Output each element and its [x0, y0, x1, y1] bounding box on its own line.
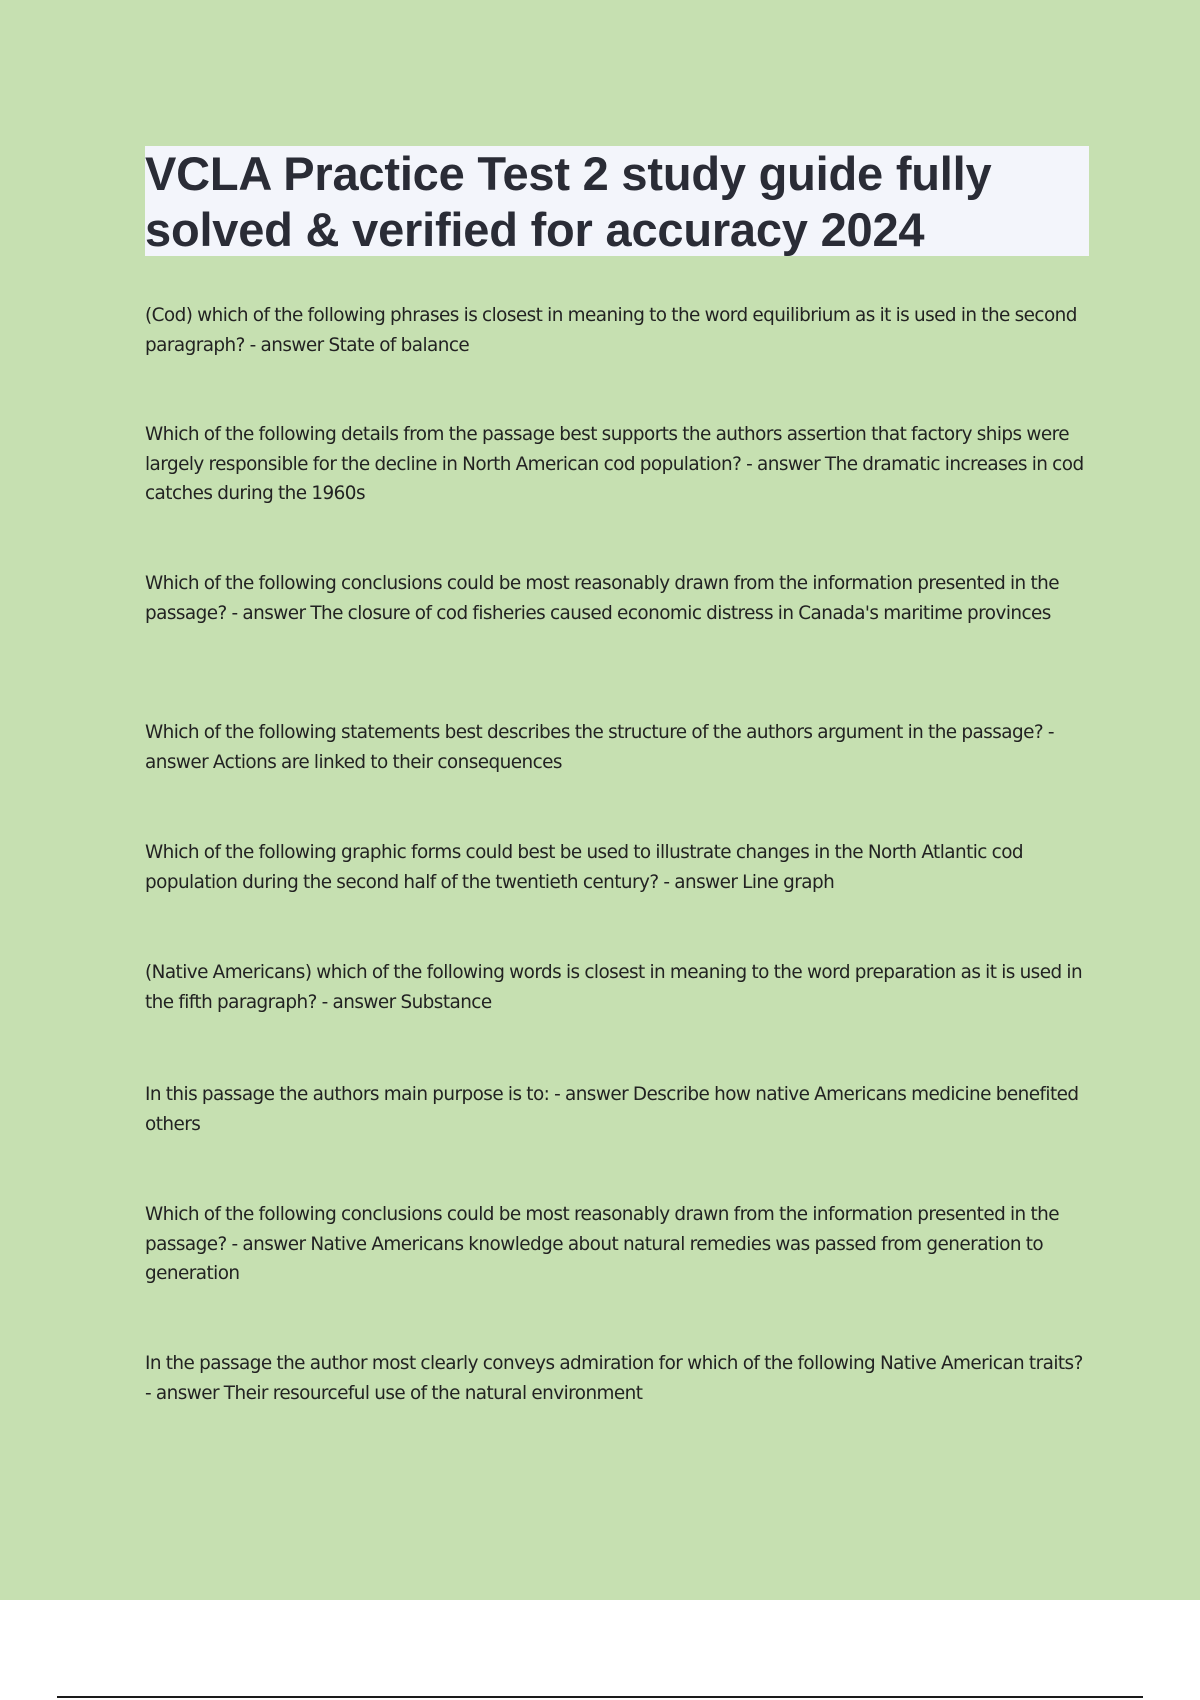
qa-item: Which of the following graphic forms could best be used to illustrate changes in the North Atlantic cod population during the second half of the twentieth century? - answer Line graph — [145, 842, 1024, 893]
qa-item: Which of the following statements best describes the structure of the authors argument in the passage? - answer Actions are linked to their consequences — [145, 722, 1054, 773]
footer-rule — [57, 1696, 1143, 1698]
qa-item: Which of the following details from the passage best supports the authors assertion that factory ships were largely responsible for the decline in North American cod population? - answer The dramatic increases in cod catches during the 1960s — [145, 424, 1084, 504]
qa-item: (Cod) which of the following phrases is closest in meaning to the word equilibrium as it is used in the second paragraph? - answer State of balance — [145, 305, 1077, 356]
qa-item: Which of the following conclusions could be most reasonably drawn from the information presented in the passage? - answer The closure of cod fisheries caused economic distress in Canada's maritime provinces — [145, 573, 1059, 624]
qa-item: In this passage the authors main purpose is to: - answer Describe how native Americans medicine benefited others — [145, 1084, 1079, 1135]
qa-item: (Native Americans) which of the following words is closest in meaning to the word preparation as it is used in the fifth paragraph? - answer Substance — [145, 962, 1083, 1013]
qa-item: In the passage the author most clearly conveys admiration for which of the following Native American traits? - answer Their resourceful use of the natural environment — [145, 1353, 1083, 1404]
qa-item: Which of the following conclusions could be most reasonably drawn from the information presented in the passage? - answer Native Americans knowledge about natural remedies was passed from generation to generation — [145, 1204, 1059, 1284]
page-title: VCLA Practice Test 2 study guide fully solved & verified for accuracy 2024 — [145, 147, 992, 256]
title-box — [145, 146, 1089, 256]
